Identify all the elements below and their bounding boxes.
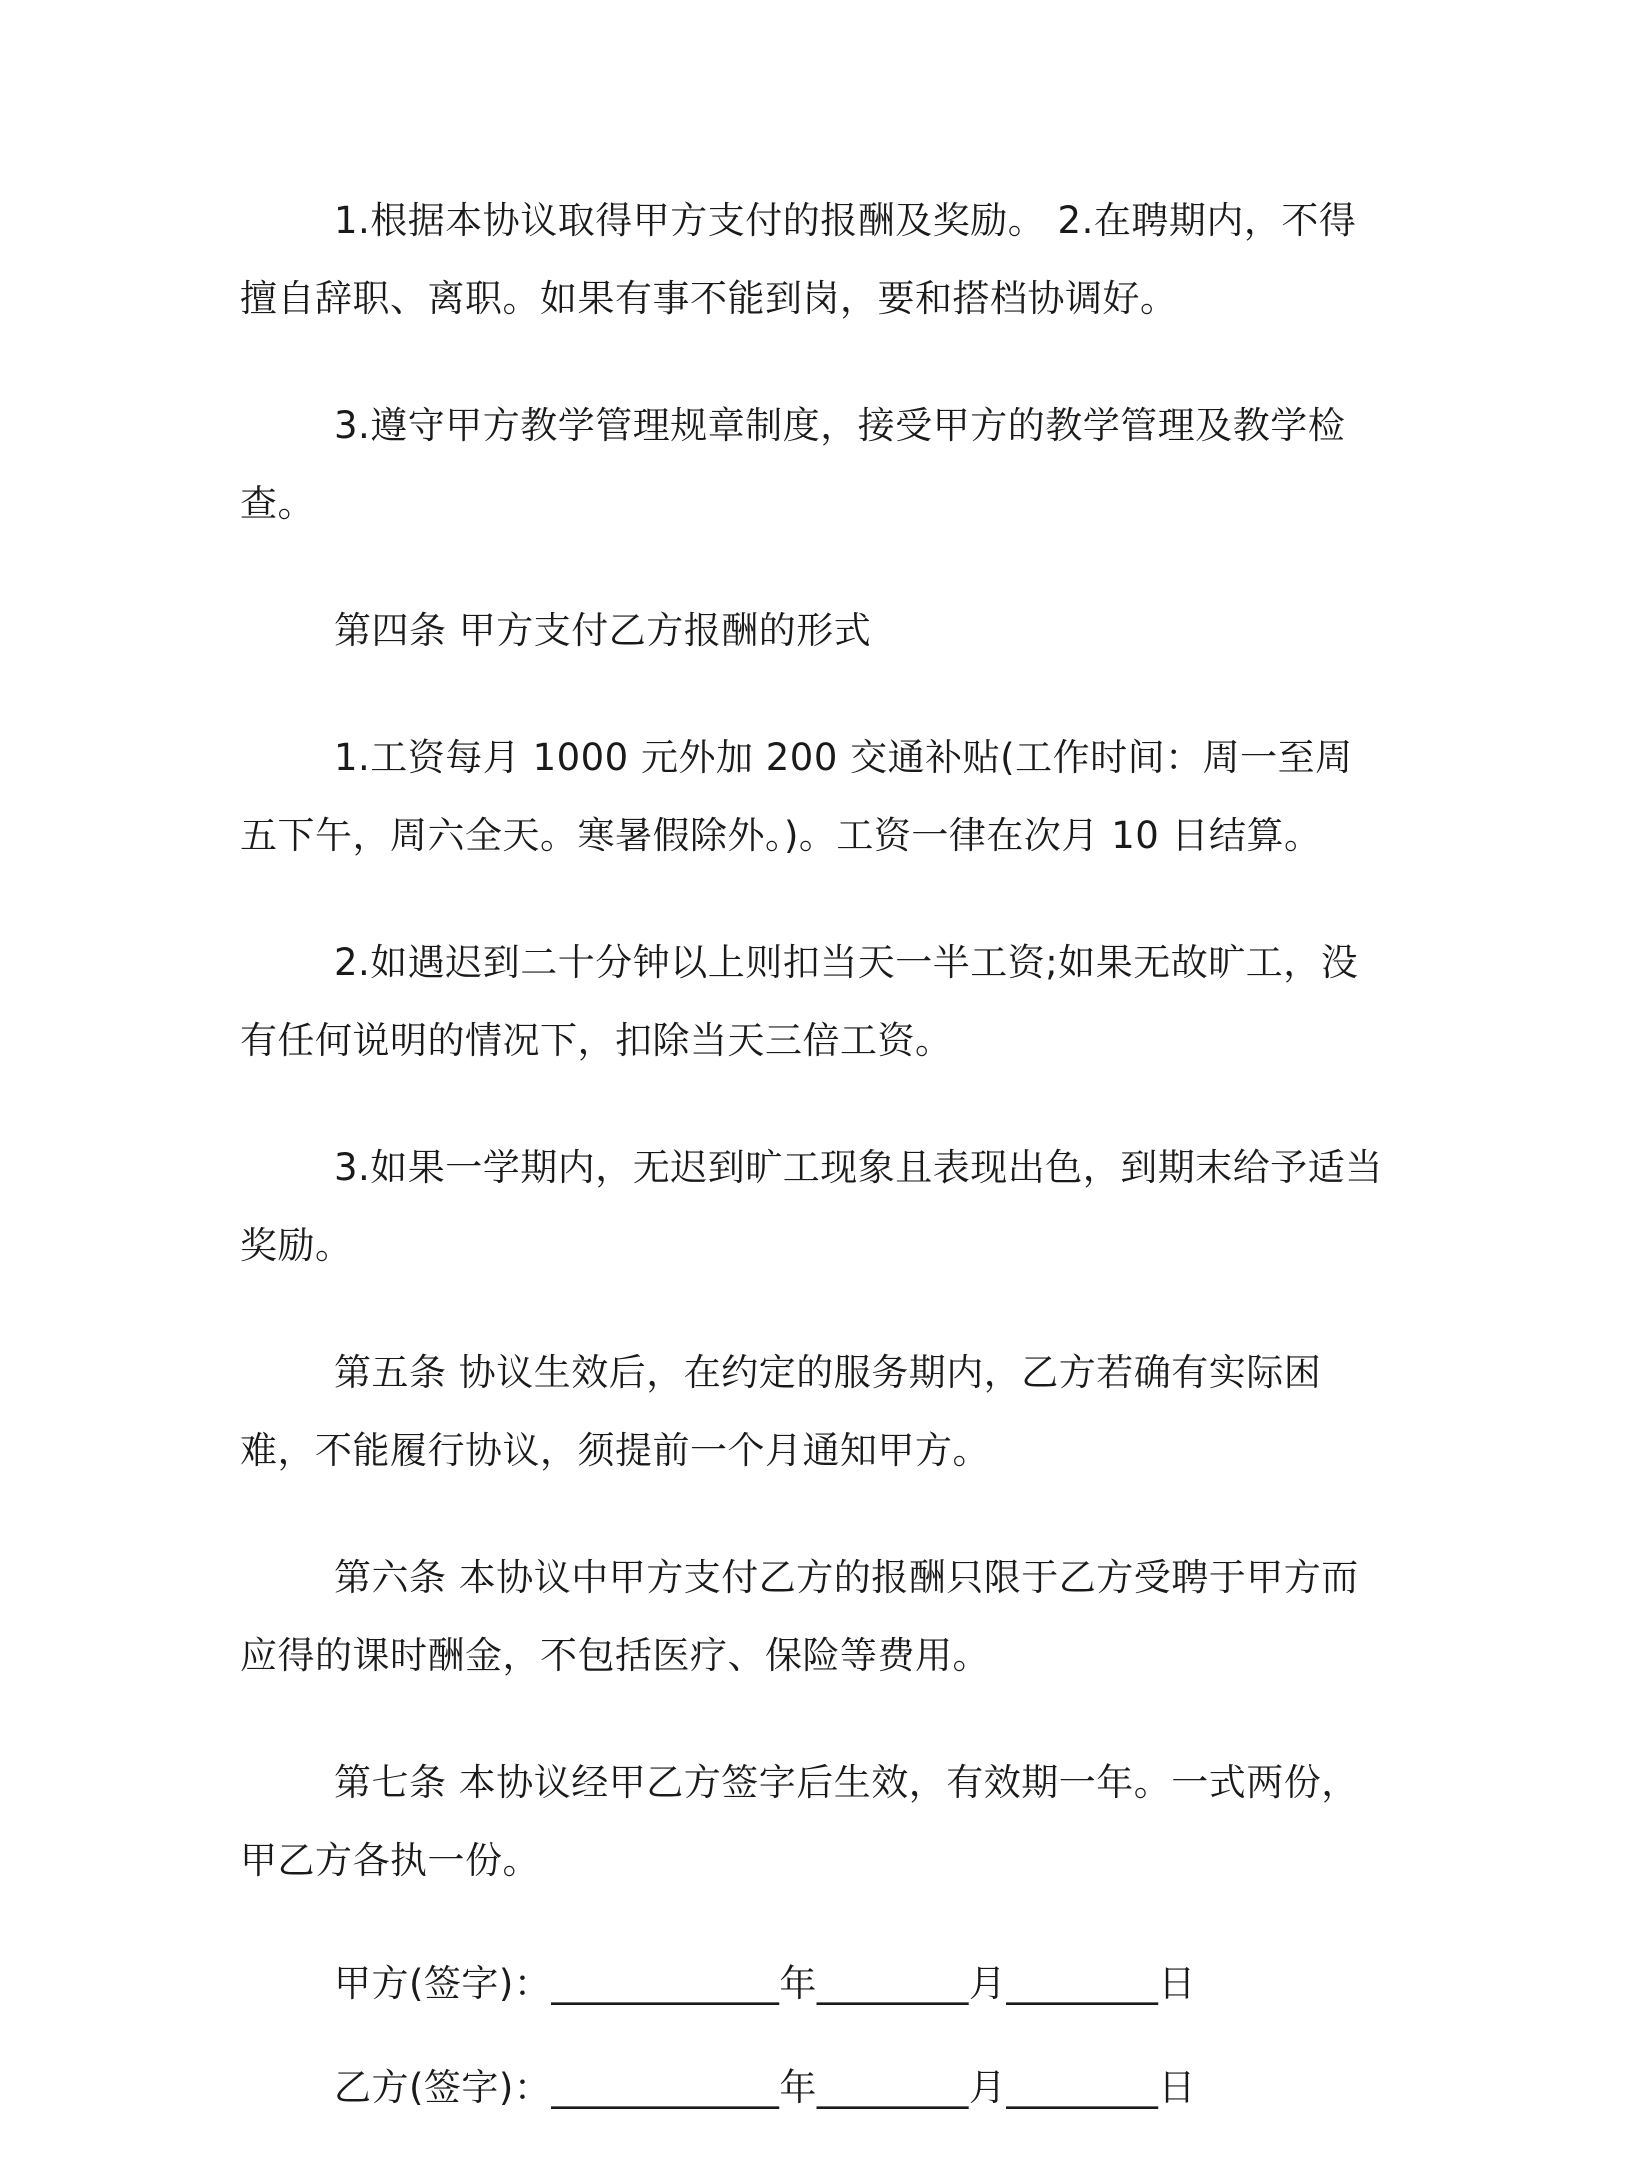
paragraph-obligations-1-2: 1.根据本协议取得甲方支付的报酬及奖励。 2.在聘期内，不得擅自辞职、离职。如果有事不能到岗，要和搭档协调好。 (240, 199, 1357, 320)
article-7: 第七条 本协议经甲乙方签字后生效，有效期一年。一式两份，甲乙方各执一份。 (240, 1761, 1359, 1882)
article-6: 第六条 本协议中甲方支付乙方的报酬只限于乙方受聘于甲方而应得的课时酬金，不包括医疗、保险等费用。 (240, 1556, 1359, 1677)
paragraph-penalty: 2.如遇迟到二十分钟以上则扣当天一半工资;如果无故旷工，没有任何说明的情况下，扣除当天三倍工资。 (240, 941, 1359, 1062)
article-5: 第五条 协议生效后，在约定的服务期内，乙方若确有实际困难，不能履行协议，须提前一个月通知甲方。 (240, 1351, 1322, 1472)
paragraph-reward: 3.如果一学期内，无迟到旷工现象且表现出色，到期末给予适当奖励。 (240, 1146, 1383, 1267)
party-a-signature-line: 甲方(签字)：____________年________月________日 (334, 1962, 1196, 2005)
paragraph-salary: 1.工资每月 1000 元外加 200 交通补贴(工作时间：周一至周五下午，周六全天。寒暑假除外。)。工资一律在次月 10 日结算。 (240, 736, 1353, 857)
paragraph-obligations-3: 3.遵守甲方教学管理规章制度，接受甲方的教学管理及教学检查。 (240, 404, 1346, 525)
document-body (240, 182, 1390, 2157)
article-4-heading: 第四条 甲方支付乙方报酬的形式 (334, 609, 872, 652)
party-b-signature-line: 乙方(签字)：____________年________月________日 (334, 2066, 1196, 2109)
